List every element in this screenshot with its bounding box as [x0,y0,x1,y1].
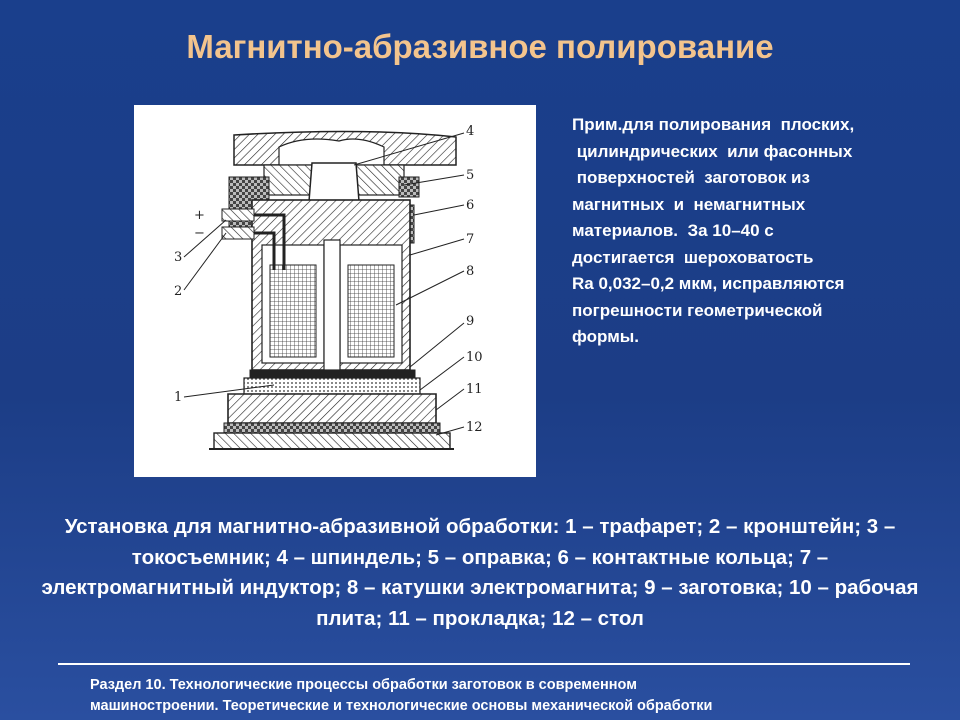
label-6: 6 [466,198,475,213]
label-5: 5 [466,168,475,183]
label-4: 4 [466,124,475,139]
work-plate [244,378,420,394]
label-2: 2 [174,284,183,299]
note-line: материалов. За 10–40 с [572,221,774,240]
note-line: достигается шероховатость [572,247,814,267]
note-line: поверхностей заготовок из [572,168,810,187]
note-line: Прим.для полирования плоских, [572,115,855,134]
label-7: 7 [466,232,475,247]
label-9: 9 [466,314,475,329]
table-base [228,394,436,423]
workpiece [250,370,415,378]
label-1: 1 [174,390,183,405]
apparatus-diagram [134,105,536,477]
footer [90,675,950,717]
label-minus: − [194,226,205,241]
coil-right [348,265,394,357]
label-3: 3 [174,250,183,265]
label-12: 12 [466,420,483,435]
note-line: формы. [572,327,640,346]
label-11: 11 [466,382,483,397]
coil-left [270,265,316,357]
label-10: 10 [466,350,483,365]
slide-title: Магнитно-абразивное полирование [186,28,774,65]
application-note [572,112,942,351]
footer-line: Раздел 10. Технологические процессы обработки заготовок в современном [90,677,637,693]
note-line: цилиндрических или фасонных [572,141,853,161]
note-line: магнитных и немагнитных [572,194,806,214]
footer-line: машиностроении. Теоретические и технологические основы механической обработки [90,698,713,714]
figure-caption: Установка для магнитно-абразивной обработки: 1 – трафарет; 2 – кронштейн; 3 – токосъемник; 4 – шпиндель; 5 – оправка; 6 – контактные кольца; 7 – электромагнитный индуктор; 8 – катушки электромагнита; 9 – заготовка; 10 – рабочая плита; 11 – прокладка; 12 – стол [41,515,919,630]
footer-divider [58,663,910,665]
note-line: Ra 0,032–0,2 мкм, исправляются [572,274,845,293]
label-plus: + [194,208,205,223]
label-8: 8 [466,264,475,279]
note-line: погрешности геометрической [572,300,823,320]
